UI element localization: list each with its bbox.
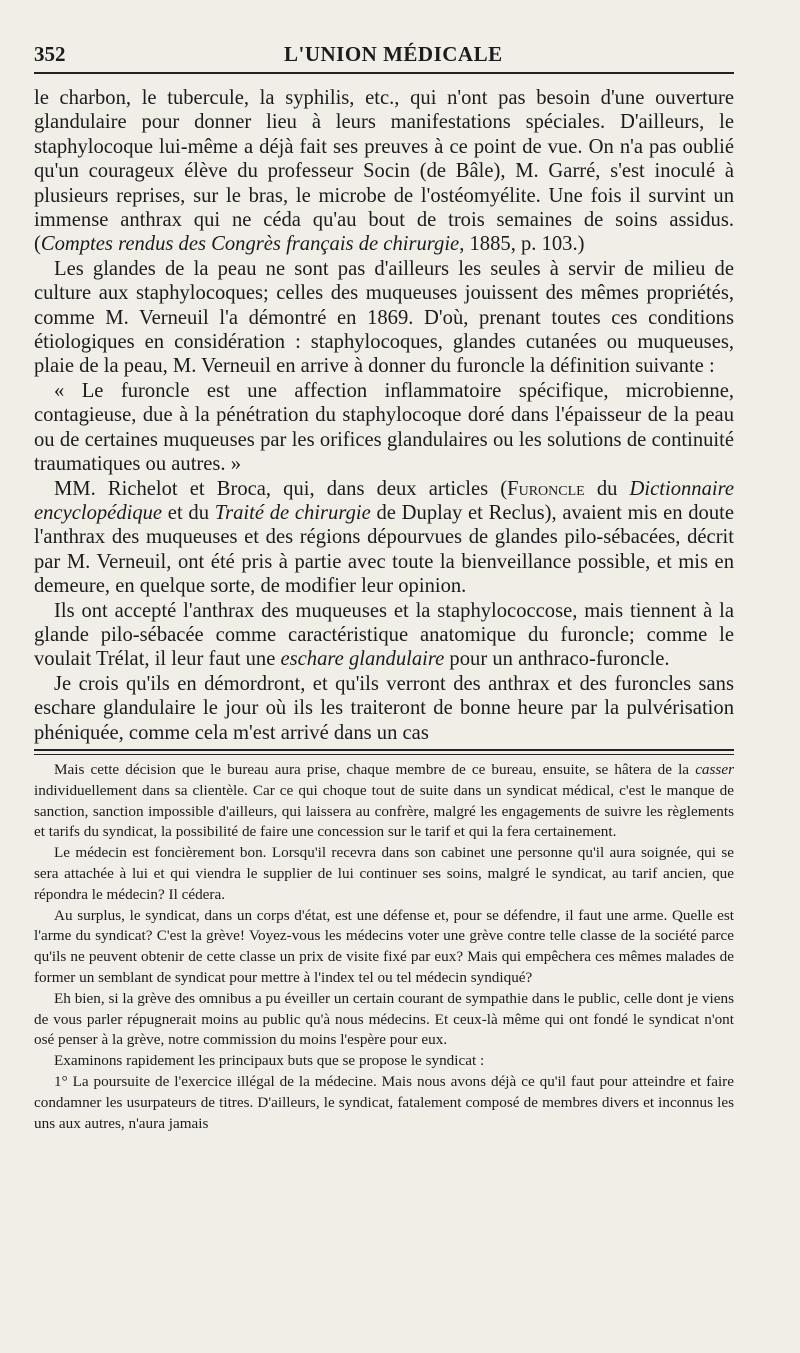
feuilleton-text [34,760,734,1134]
reference-title: Comptes rendus des Congrès français de chirurgie [40,233,460,256]
paragraph-4 [34,477,734,599]
note-paragraph-1 [34,760,734,843]
reference-details: , 1885, p. 103.) [459,233,585,256]
note-paragraph-5: Examinons rapidement les principaux buts que se propose le syndicat : [54,1052,485,1070]
note-italic-casser: casser [695,760,734,778]
traite-title: Traité de chirurgie [214,501,371,524]
paragraph-2: Les glandes de la peau ne sont pas d'ailleurs les seules à servir de milieu de culture aux staphylocoques; celles des muqueuses jouissent des mêmes propriétés, comme M. Verneuil l'a démontré en 1869. D'où, prenant toutes ces conditions étiologiques en considération : staphylocoques, glandes cutanées ou muqueuses, plaie de la peau, M. Verneuil en arrive à donner du furoncle la définition suivante : [34,257,734,378]
paragraph-1-text: le charbon, le tubercule, la syphilis, etc., qui n'ont pas besoin d'une ouverture glandulaire pour donner lieu à leurs manifestations spéciales. D'ailleurs, le staphylocoque lui-même a déjà fait ses preuves à ce point de vue. On n'a pas oublié qu'un courageux élève du professeur Socin (de Bâle), M. Garré, s'est inoculé à plusieurs reprises, sur le bras, le microbe de l'ostéomyélite. Une fois il survint un immense anthrax qui ne céda qu'au bout de trois semaines de soins assidus. ( [34,87,734,256]
page-number: 352 [34,42,66,66]
note-paragraph-2: Le médecin est foncièrement bon. Lorsqu'il recevra dans son cabinet une personne qu'il aura soignée, qui se sera attachée à lui et qui viendra le supplier de lui continuer ses soins, malgré le syndicat, au tarif ancien, que répondra le médecin? Il cédera. [34,844,734,903]
paragraph-4-text-d: de Duplay et Reclus), avaient mis en doute l'anthrax des muqueuses et des régions dépourvues de glandes pilo-sébacées, décrit par M. Verneuil, ont été pris à partie avec toute la bienveillance possible, et mis en demeure, en quelque sorte, de modifier leur opinion. [34,501,735,598]
note-paragraph-1-text-b: individuellement dans sa clientèle. Car ce qui choque tout de suite dans un syndicat médical, c'est le manque de sanction, sanction impossible d'ailleurs, qui laissera au confrère, malgré les engagements de suivre les règlements et tarifs du syndicat, la possibilité de faire une concession sur le tarif et qui la fera certainement. [34,781,734,841]
paragraph-4-text-b: du [584,477,630,500]
paragraph-4-text-a: MM. Richelot et Broca, qui, dans deux articles ( [54,477,508,500]
paragraph-5-text-b: pour un anthraco-furoncle. [444,648,670,671]
header-rule [34,72,734,74]
note-paragraph-6: 1° La poursuite de l'exercice illégal de la médecine. Mais nous avons déjà ce qu'il faut pour atteindre et faire condamner les usurpateurs de titres. D'ailleurs, le syndicat, fatalement composé de membres divers et inconnus les uns aux autres, n'aura jamais [34,1072,734,1132]
paragraph-5 [34,599,734,672]
running-title: L'UNION MÉDICALE [284,42,503,66]
footnote-rule [34,749,734,755]
note-paragraph-1-text-a: Mais cette décision que le bureau aura prise, chaque membre de ce bureau, ensuite, se hâtera de la [54,760,696,778]
paragraph-6: Je crois qu'ils en démordront, et qu'ils verront des anthrax et des furoncles sans eschare glandulaire le jour où ils les traiteront de bonne heure par la pulvérisation phéniquée, comme cela m'est arrivé dans un cas [34,672,734,744]
eschare-term: eschare glandulaire [280,648,445,671]
paragraph-1 [34,86,734,257]
article-title-furoncle: Furoncle [507,477,585,500]
paragraph-3-quote: « Le furoncle est une affection inflammatoire spécifique, microbienne, contagieuse, due à la pénétration du staphylocoque doré dans l'épaisseur de la peau ou de certaines muqueuses par les orifices glandulaires ou les solutions de continuité traumatiques ou autres. » [34,379,734,476]
dictionnaire-title: Dictionnaire encyclopédique [34,477,735,524]
note-paragraph-3: Au surplus, le syndicat, dans un corps d'état, est une défense et, pour se défendre, il faut une arme. Quelle est l'arme du syndicat? C'est la grève! Voyez-vous les médecins voter une grève contre telle classe de la société parce qu'ils ne peuvent obtenir de cette classe un prix de visite fixé par eux? Mais qui empêchera ces mêmes malades de former un semblant de syndicat pour mettre à l'index tel ou tel médecin syndiqué? [34,906,734,986]
paragraph-5-text-a: Ils ont accepté l'anthrax des muqueuses et la staphylococcose, mais tiennent à la glande pilo-sébacée comme caractéristique anatomique du furoncle; comme le voulait Trélat, il leur faut une [34,599,734,671]
main-text [34,86,734,745]
page-header [34,34,734,64]
note-paragraph-4: Eh bien, si la grève des omnibus a pu éveiller un certain courant de sympathie dans le public, celle dont je viens de vous parler répugnerait moins au public qu'à nous médecins. Et ceux-là même qui ont fondé le syndicat n'ont osé penser à la grève, notre commission du moins l'espère pour eux. [34,989,734,1049]
paragraph-4-text-c: et du [162,501,215,524]
